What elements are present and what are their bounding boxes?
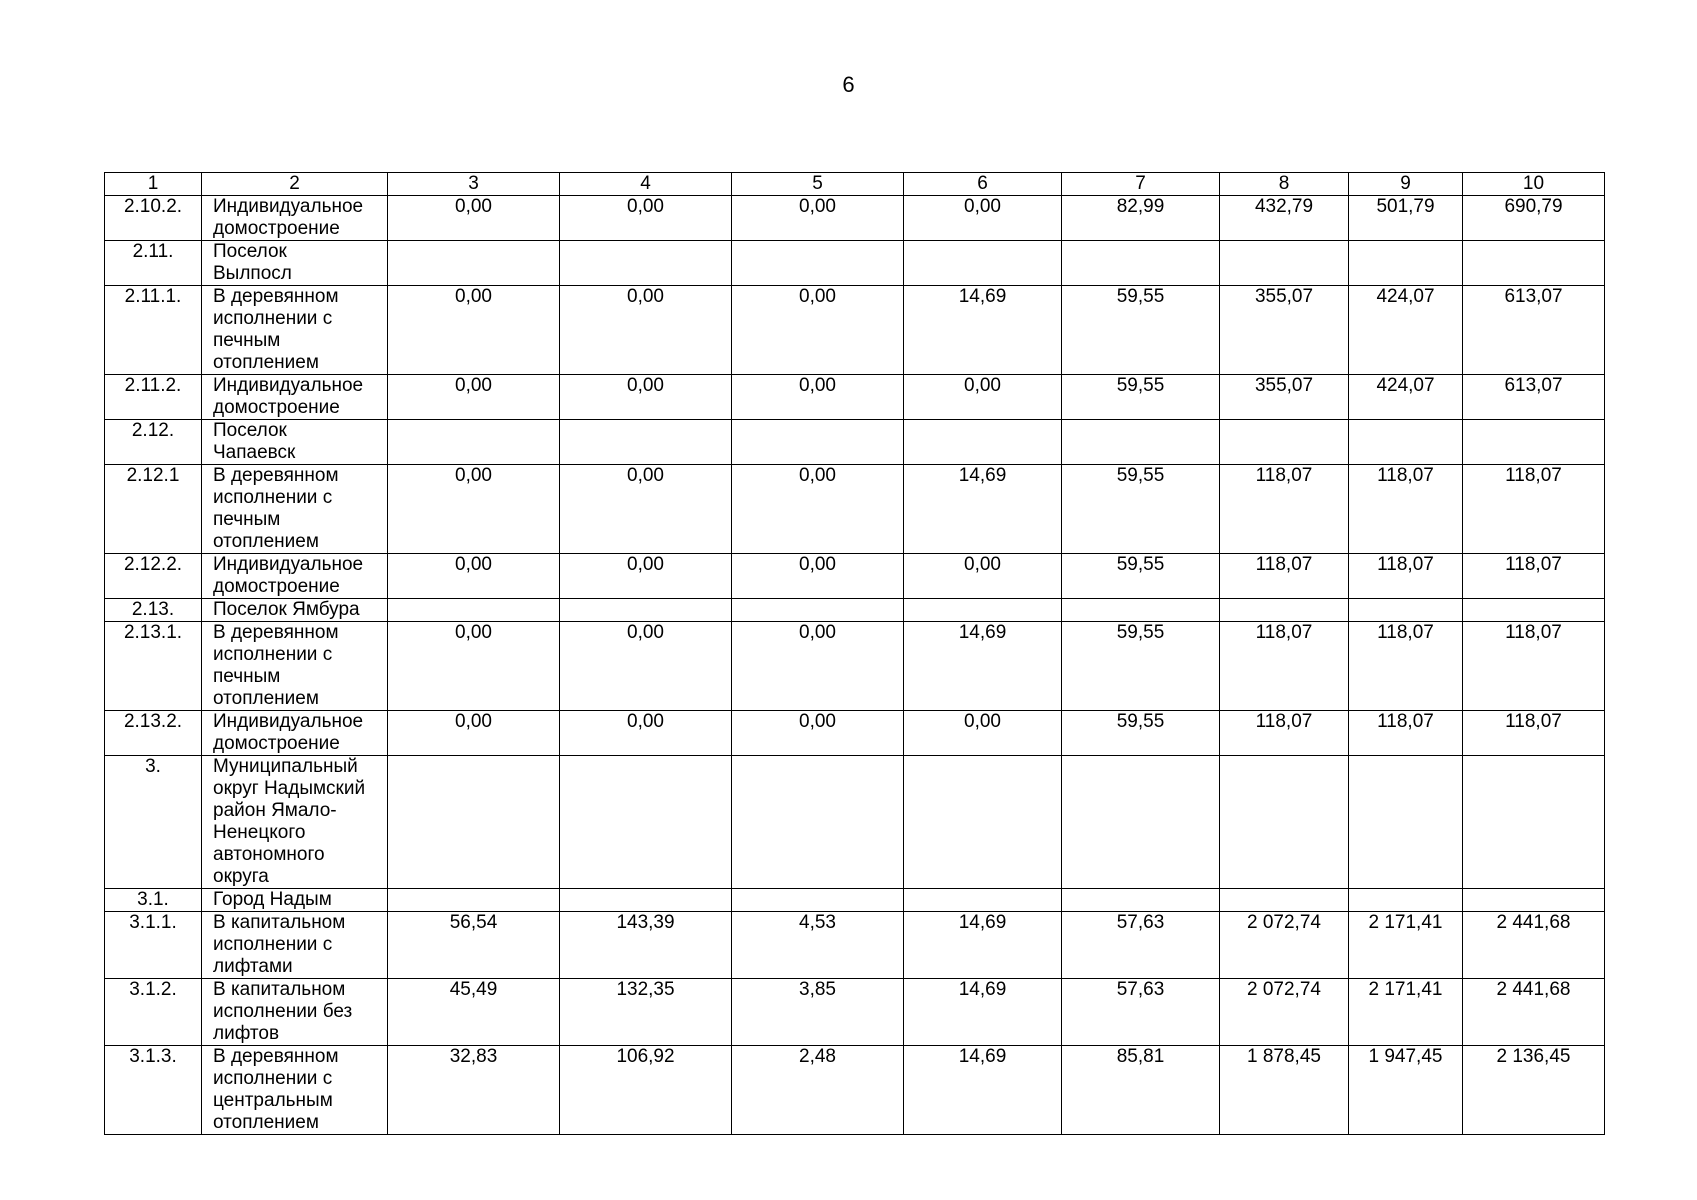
- header-row: [105, 173, 1605, 196]
- value-cell: [560, 756, 732, 889]
- value-cell: 0,00: [560, 286, 732, 375]
- value-cell: 2 441,68: [1463, 912, 1605, 979]
- table-row: [105, 912, 1605, 979]
- table-row: [105, 375, 1605, 420]
- row-name-line: домостроение: [213, 576, 340, 597]
- row-name-line: В деревянном: [213, 622, 339, 643]
- row-name-line: район Ямало-: [213, 800, 337, 821]
- value-cell: [1220, 889, 1349, 912]
- value-cell: [388, 756, 560, 889]
- tariff-table: [104, 172, 1605, 1135]
- value-cell: 0,00: [904, 375, 1062, 420]
- row-name-line: исполнении с: [213, 1068, 333, 1089]
- value-cell: 0,00: [388, 286, 560, 375]
- value-cell: 0,00: [904, 711, 1062, 756]
- header-cell: 1: [105, 173, 202, 196]
- value-cell: 59,55: [1062, 622, 1220, 711]
- value-cell: 56,54: [388, 912, 560, 979]
- row-number-cell: 3.1.: [105, 889, 202, 912]
- row-number-cell: 2.13.2.: [105, 711, 202, 756]
- value-cell: 14,69: [904, 979, 1062, 1046]
- row-name-line: отоплением: [213, 1112, 319, 1133]
- row-name-cell: [202, 465, 388, 554]
- table-row: [105, 554, 1605, 599]
- value-cell: 59,55: [1062, 465, 1220, 554]
- row-name-line: В капитальном: [213, 979, 346, 1000]
- row-name-line: отоплением: [213, 688, 319, 709]
- value-cell: [732, 241, 904, 286]
- row-name-line: исполнении без: [213, 1001, 353, 1022]
- value-cell: 118,07: [1349, 622, 1463, 711]
- header-cell: 8: [1220, 173, 1349, 196]
- value-cell: 0,00: [388, 465, 560, 554]
- table-row: [105, 420, 1605, 465]
- value-cell: 690,79: [1463, 196, 1605, 241]
- row-name-line: Индивидуальное: [213, 711, 364, 732]
- table-row: [105, 756, 1605, 889]
- value-cell: 0,00: [388, 196, 560, 241]
- value-cell: [1463, 420, 1605, 465]
- value-cell: 0,00: [732, 196, 904, 241]
- value-cell: 118,07: [1349, 711, 1463, 756]
- row-name-cell: [202, 241, 388, 286]
- value-cell: 0,00: [732, 711, 904, 756]
- row-number-cell: 2.12.: [105, 420, 202, 465]
- row-name-line: исполнении с: [213, 934, 333, 955]
- row-name-cell: [202, 554, 388, 599]
- value-cell: 0,00: [904, 554, 1062, 599]
- row-name-line: исполнении с: [213, 308, 333, 329]
- row-name-cell: [202, 286, 388, 375]
- value-cell: 59,55: [1062, 286, 1220, 375]
- value-cell: 118,07: [1349, 465, 1463, 554]
- value-cell: 57,63: [1062, 979, 1220, 1046]
- row-name-cell: [202, 599, 388, 622]
- row-name-cell: [202, 196, 388, 241]
- value-cell: 132,35: [560, 979, 732, 1046]
- row-number-cell: 2.12.2.: [105, 554, 202, 599]
- value-cell: 2 171,41: [1349, 912, 1463, 979]
- value-cell: [1349, 599, 1463, 622]
- value-cell: 0,00: [388, 375, 560, 420]
- row-name-line: домостроение: [213, 218, 340, 239]
- row-name-line: печным: [213, 330, 281, 351]
- row-name-cell: [202, 912, 388, 979]
- row-name-line: Поселок: [213, 241, 287, 262]
- value-cell: [388, 889, 560, 912]
- value-cell: 0,00: [560, 711, 732, 756]
- value-cell: [560, 599, 732, 622]
- row-name-line: печным: [213, 509, 281, 530]
- value-cell: [1062, 599, 1220, 622]
- value-cell: [1220, 756, 1349, 889]
- row-number-cell: 2.13.1.: [105, 622, 202, 711]
- table-row: [105, 286, 1605, 375]
- value-cell: 0,00: [388, 711, 560, 756]
- header-cell: 2: [202, 173, 388, 196]
- row-name-line: домостроение: [213, 397, 340, 418]
- value-cell: 118,07: [1220, 711, 1349, 756]
- value-cell: [388, 420, 560, 465]
- value-cell: [1220, 420, 1349, 465]
- value-cell: 82,99: [1062, 196, 1220, 241]
- header-cell: 3: [388, 173, 560, 196]
- header-cell: 4: [560, 173, 732, 196]
- value-cell: 613,07: [1463, 286, 1605, 375]
- table-body: [105, 173, 1605, 1135]
- row-name-line: центральным: [213, 1090, 333, 1111]
- row-name-cell: [202, 979, 388, 1046]
- value-cell: 59,55: [1062, 554, 1220, 599]
- value-cell: 106,92: [560, 1046, 732, 1135]
- value-cell: [904, 241, 1062, 286]
- value-cell: 0,00: [732, 375, 904, 420]
- value-cell: 613,07: [1463, 375, 1605, 420]
- value-cell: [1062, 889, 1220, 912]
- table-row: [105, 889, 1605, 912]
- row-name-line: Муниципальный: [213, 756, 358, 777]
- value-cell: 59,55: [1062, 711, 1220, 756]
- row-name-line: В капитальном: [213, 912, 346, 933]
- value-cell: 2,48: [732, 1046, 904, 1135]
- value-cell: [732, 420, 904, 465]
- value-cell: [732, 756, 904, 889]
- value-cell: 355,07: [1220, 375, 1349, 420]
- table-row: [105, 979, 1605, 1046]
- value-cell: 501,79: [1349, 196, 1463, 241]
- value-cell: 0,00: [388, 554, 560, 599]
- row-name-line: печным: [213, 666, 281, 687]
- value-cell: 143,39: [560, 912, 732, 979]
- row-name-line: отоплением: [213, 352, 319, 373]
- row-name-line: В деревянном: [213, 286, 339, 307]
- row-name-line: округа: [213, 866, 269, 887]
- value-cell: [1463, 241, 1605, 286]
- value-cell: 0,00: [560, 196, 732, 241]
- row-number-cell: 2.12.1: [105, 465, 202, 554]
- row-number-cell: 2.11.: [105, 241, 202, 286]
- table-row: [105, 711, 1605, 756]
- row-name-line: округ Надымский: [213, 778, 366, 799]
- value-cell: [904, 889, 1062, 912]
- value-cell: [1349, 420, 1463, 465]
- row-number-cell: 2.13.: [105, 599, 202, 622]
- value-cell: [732, 889, 904, 912]
- value-cell: 0,00: [732, 554, 904, 599]
- value-cell: 0,00: [904, 196, 1062, 241]
- row-number-cell: 2.10.2.: [105, 196, 202, 241]
- value-cell: 0,00: [732, 622, 904, 711]
- row-number-cell: 3.1.3.: [105, 1046, 202, 1135]
- table-row: [105, 241, 1605, 286]
- row-name-line: лифтами: [213, 956, 293, 977]
- row-name-line: Город Надым: [213, 889, 332, 910]
- value-cell: 424,07: [1349, 375, 1463, 420]
- value-cell: 118,07: [1220, 554, 1349, 599]
- value-cell: 118,07: [1463, 622, 1605, 711]
- row-name-line: домостроение: [213, 733, 340, 754]
- value-cell: 118,07: [1220, 622, 1349, 711]
- header-cell: 5: [732, 173, 904, 196]
- value-cell: 57,63: [1062, 912, 1220, 979]
- table-row: [105, 1046, 1605, 1135]
- value-cell: [1062, 420, 1220, 465]
- header-cell: 10: [1463, 173, 1605, 196]
- table-row: [105, 465, 1605, 554]
- header-cell: 7: [1062, 173, 1220, 196]
- header-cell: 6: [904, 173, 1062, 196]
- row-name-cell: [202, 889, 388, 912]
- value-cell: 118,07: [1463, 465, 1605, 554]
- row-name-line: В деревянном: [213, 1046, 339, 1067]
- value-cell: 0,00: [560, 375, 732, 420]
- value-cell: 14,69: [904, 286, 1062, 375]
- value-cell: [1463, 599, 1605, 622]
- value-cell: 2 136,45: [1463, 1046, 1605, 1135]
- value-cell: 14,69: [904, 465, 1062, 554]
- value-cell: 424,07: [1349, 286, 1463, 375]
- row-name-cell: [202, 622, 388, 711]
- row-name-cell: [202, 420, 388, 465]
- value-cell: [388, 599, 560, 622]
- value-cell: 1 878,45: [1220, 1046, 1349, 1135]
- value-cell: 2 441,68: [1463, 979, 1605, 1046]
- table-row: [105, 196, 1605, 241]
- table-row: [105, 599, 1605, 622]
- row-name-line: Вылпосл: [213, 263, 292, 284]
- value-cell: 14,69: [904, 1046, 1062, 1135]
- value-cell: 118,07: [1220, 465, 1349, 554]
- value-cell: 432,79: [1220, 196, 1349, 241]
- value-cell: [1349, 756, 1463, 889]
- value-cell: 32,83: [388, 1046, 560, 1135]
- row-name-line: исполнении с: [213, 487, 333, 508]
- value-cell: 118,07: [1463, 711, 1605, 756]
- value-cell: [904, 756, 1062, 889]
- row-name-cell: [202, 711, 388, 756]
- value-cell: [732, 599, 904, 622]
- value-cell: 2 072,74: [1220, 979, 1349, 1046]
- row-name-line: исполнении с: [213, 644, 333, 665]
- value-cell: 2 072,74: [1220, 912, 1349, 979]
- row-name-line: В деревянном: [213, 465, 339, 486]
- row-name-line: Индивидуальное: [213, 196, 364, 217]
- row-name-cell: [202, 1046, 388, 1135]
- row-name-line: Индивидуальное: [213, 554, 364, 575]
- value-cell: 59,55: [1062, 375, 1220, 420]
- value-cell: [1349, 889, 1463, 912]
- header-cell: 9: [1349, 173, 1463, 196]
- row-number-cell: 3.1.1.: [105, 912, 202, 979]
- row-name-line: Индивидуальное: [213, 375, 364, 396]
- value-cell: [560, 420, 732, 465]
- value-cell: 45,49: [388, 979, 560, 1046]
- row-name-line: Чапаевск: [213, 442, 296, 463]
- value-cell: [1062, 241, 1220, 286]
- value-cell: 3,85: [732, 979, 904, 1046]
- value-cell: 0,00: [732, 286, 904, 375]
- row-name-line: Поселок: [213, 420, 287, 441]
- value-cell: 118,07: [1463, 554, 1605, 599]
- value-cell: 0,00: [560, 465, 732, 554]
- row-name-line: автономного: [213, 844, 325, 865]
- value-cell: 2 171,41: [1349, 979, 1463, 1046]
- page-number: 6: [842, 72, 855, 97]
- value-cell: [904, 420, 1062, 465]
- value-cell: 0,00: [560, 622, 732, 711]
- table-row: [105, 622, 1605, 711]
- value-cell: 0,00: [388, 622, 560, 711]
- row-number-cell: 3.1.2.: [105, 979, 202, 1046]
- value-cell: 14,69: [904, 622, 1062, 711]
- value-cell: [560, 889, 732, 912]
- value-cell: 0,00: [732, 465, 904, 554]
- value-cell: [560, 241, 732, 286]
- value-cell: 85,81: [1062, 1046, 1220, 1135]
- row-number-cell: 2.11.2.: [105, 375, 202, 420]
- value-cell: 355,07: [1220, 286, 1349, 375]
- value-cell: [1463, 889, 1605, 912]
- value-cell: 0,00: [560, 554, 732, 599]
- value-cell: 1 947,45: [1349, 1046, 1463, 1135]
- value-cell: [1463, 756, 1605, 889]
- value-cell: [1220, 241, 1349, 286]
- value-cell: [904, 599, 1062, 622]
- value-cell: [1220, 599, 1349, 622]
- value-cell: 118,07: [1349, 554, 1463, 599]
- value-cell: 14,69: [904, 912, 1062, 979]
- row-number-cell: 3.: [105, 756, 202, 889]
- value-cell: [1062, 756, 1220, 889]
- row-name-line: Поселок Ямбура: [213, 599, 360, 620]
- row-name-line: отоплением: [213, 531, 319, 552]
- value-cell: [1349, 241, 1463, 286]
- value-cell: [388, 241, 560, 286]
- row-name-cell: [202, 375, 388, 420]
- value-cell: 4,53: [732, 912, 904, 979]
- row-name-line: лифтов: [213, 1023, 280, 1044]
- row-name-line: Ненецкого: [213, 822, 306, 843]
- row-name-cell: [202, 756, 388, 889]
- row-number-cell: 2.11.1.: [105, 286, 202, 375]
